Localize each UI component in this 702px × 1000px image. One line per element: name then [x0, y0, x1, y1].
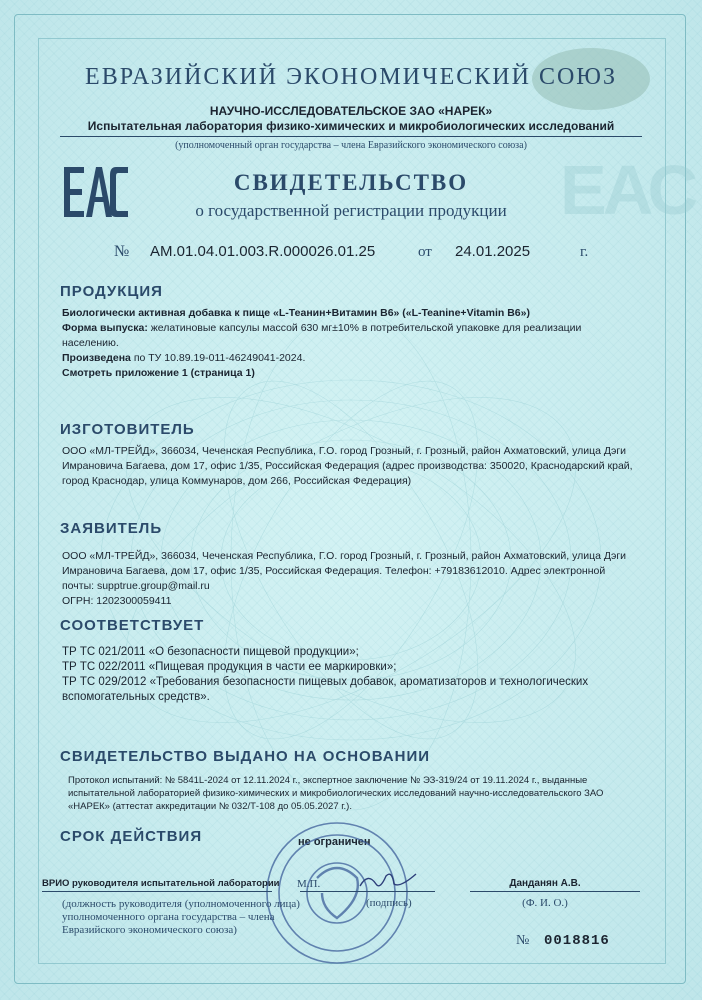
- laboratory-name: Испытательная лаборатория физико-химических и микробиологических исследований: [87, 119, 615, 133]
- applicant-ogrn: ОГРН: 1202300059411: [62, 595, 172, 607]
- union-title: ЕВРАЗИЙСКИЙ ЭКОНОМИЧЕСКИЙ СОЮЗ: [85, 64, 617, 90]
- certificate-date: 24.01.2025: [455, 243, 531, 260]
- form-value: желатиновые капсулы массой 630 мг±10% в потребительской упаковке для реализации населению.: [62, 322, 582, 349]
- product-produced: [62, 351, 636, 366]
- date-suffix: г.: [580, 244, 589, 260]
- product-name: Биологически активная добавка к пище «L-Теанин+Витамин В6» («L-Teanine+Vitamin B6»): [62, 307, 530, 319]
- signature-line: [300, 891, 435, 892]
- signature-caption: (подпись): [366, 897, 412, 909]
- produced-value: по ТУ 10.89.19-011-46249041-2024.: [133, 352, 306, 364]
- validity-value: не ограничен: [298, 836, 371, 848]
- certificate-subtitle: о государственной регистрации продукции: [195, 201, 507, 220]
- validity-heading: СРОК ДЕЙСТВИЯ: [60, 828, 203, 845]
- manufacturer-text: ООО «МЛ-ТРЕЙД», 366034, Чеченская Республика, Г.О. город Грозный, г. Грозный, район Ахматовский, улица Дэги Имрановича Багаева, дом 17, офис 1/35, Российская Федерация (адрес производства: 350020, Краснодарский край, город Краснодар, улица Коммунаров, дом 266, Российская Федерация): [62, 445, 633, 487]
- compliance-heading: СООТВЕТСТВУЕТ: [60, 617, 205, 634]
- signature-mark: [358, 868, 418, 892]
- organization-name: НАУЧНО-ИССЛЕДОВАТЕЛЬСКОЕ ЗАО «НАРЕК»: [209, 104, 493, 118]
- signer-position: ВРИО руководителя испытательной лаборатории: [42, 878, 280, 889]
- produced-label: Произведена: [62, 352, 131, 364]
- number-label: №: [114, 243, 130, 260]
- product-block: [62, 306, 636, 381]
- signature-line: [42, 891, 272, 892]
- eac-watermark: ЕАС: [560, 151, 695, 229]
- certificate-title: СВИДЕТЕЛЬСТВО: [233, 170, 469, 195]
- basis-text: Протокол испытаний: № 5841L-2024 от 12.11.2024 г., экспертное заключение № ЭЗ-319/24 от 19.11.2024 г., выданные испытательной лабораторией физико-химических и микробиологических исследований научно-исследовательского ЗАО «НАРЕК» (аттестат аккредитации № 032/Т-108 до 05.05.2027 г.).: [68, 775, 604, 812]
- date-label: от: [418, 244, 432, 260]
- signer-name: Данданян А.В.: [509, 878, 581, 889]
- certificate-number: AM.01.04.01.003.R.000026.01.25: [150, 243, 376, 260]
- signature-line: [470, 891, 640, 892]
- product-appendix: Смотреть приложение 1 (страница 1): [62, 367, 255, 379]
- applicant-text: ООО «МЛ-ТРЕЙД», 366034, Чеченская Республика, Г.О. город Грозный, г. Грозный, район Ахматовский, улица Дэги Имрановича Багаева, дом 17, офис 1/35, Российская Федерация. Телефон: +79183612010. Адрес электронной почты: supptrue.group@mail.ru: [62, 550, 627, 592]
- product-heading: ПРОДУКЦИЯ: [60, 283, 163, 300]
- compliance-list: [62, 645, 636, 705]
- compliance-item: ТР ТС 029/2012 «Требования безопасности пищевых добавок, ароматизаторов и технологических вспомогательных средств».: [62, 676, 589, 703]
- authority-note: (уполномоченный орган государства – члена Евразийского экономического союза): [175, 140, 527, 151]
- fio-caption: (Ф. И. О.): [522, 897, 568, 909]
- applicant-heading: ЗАЯВИТЕЛЬ: [60, 520, 163, 537]
- compliance-item: ТР ТС 021/2011 «О безопасности пищевой продукции»;: [62, 646, 359, 658]
- header-divider: [60, 136, 642, 137]
- basis-heading: СВИДЕТЕЛЬСТВО ВЫДАНО НА ОСНОВАНИИ: [60, 748, 431, 765]
- serial-number: 0018816: [544, 933, 610, 949]
- role-caption: (должность руководителя (уполномоченного лица) уполномоченного органа государства – члена Евразийского экономического союза): [62, 898, 300, 936]
- product-form: [62, 321, 636, 351]
- compliance-item: ТР ТС 022/2011 «Пищевая продукция в части ее маркировки»;: [62, 661, 397, 673]
- manufacturer-heading: ИЗГОТОВИТЕЛЬ: [60, 421, 195, 438]
- form-label: Форма выпуска:: [62, 322, 148, 334]
- seal-place-label: М.П.: [297, 878, 321, 890]
- serial-label: №: [516, 933, 530, 948]
- round-stamp: [262, 818, 412, 968]
